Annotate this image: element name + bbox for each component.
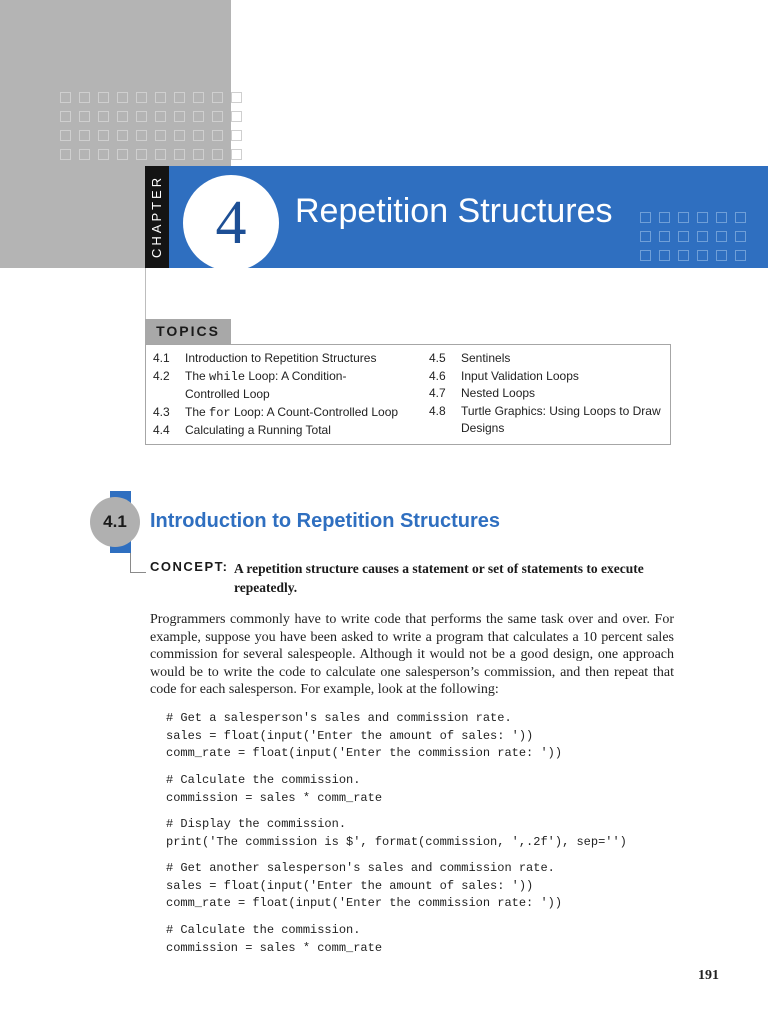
- decorative-square: [640, 212, 651, 223]
- decorative-square: [98, 111, 109, 122]
- topic-item: [429, 368, 669, 386]
- topic-text: Nested Loops: [461, 386, 536, 400]
- decorative-square: [136, 92, 147, 103]
- decorative-square: [716, 231, 727, 242]
- decorative-square: [716, 250, 727, 261]
- concept-label: CONCEPT:: [150, 559, 229, 574]
- topic-text: Introduction to Repetition Structures: [185, 351, 377, 365]
- decorative-square: [193, 111, 204, 122]
- decorative-square: [735, 212, 746, 223]
- decorative-square: [155, 111, 166, 122]
- topic-text: Sentinels: [461, 351, 511, 365]
- decorative-square: [155, 92, 166, 103]
- decorative-square: [735, 250, 746, 261]
- code-line: print('The commission is $', format(commission, ',.2f'), sep=''): [166, 834, 627, 849]
- decorative-square: [231, 111, 242, 122]
- code-line: # Calculate the commission.: [166, 773, 361, 787]
- code-line: # Display the commission.: [166, 817, 347, 831]
- decorative-grid-right: [640, 212, 746, 261]
- decorative-square: [174, 92, 185, 103]
- topic-text: Input Validation Loops: [461, 368, 579, 383]
- decorative-square: [155, 149, 166, 160]
- topic-text: Turtle Graphics: Using Loops to Draw Designs: [461, 403, 661, 435]
- code-line: sales = float(input('Enter the amount of sales: ')): [166, 728, 534, 743]
- topics-left-column: [153, 350, 413, 440]
- topics-right-column: [429, 350, 669, 438]
- decorative-square: [79, 92, 90, 103]
- decorative-square: [155, 130, 166, 141]
- decorative-square: [174, 149, 185, 160]
- topics-box: [145, 344, 671, 445]
- decorative-square: [735, 231, 746, 242]
- code-line: commission = sales * comm_rate: [166, 790, 383, 805]
- decorative-square: [117, 111, 128, 122]
- decorative-square: [212, 130, 223, 141]
- decorative-square: [117, 149, 128, 160]
- decorative-square: [98, 149, 109, 160]
- decorative-square: [697, 212, 708, 223]
- topic-number: 4.2: [153, 368, 170, 383]
- decorative-square: [212, 149, 223, 160]
- section-title: Introduction to Repetition Structures: [150, 510, 500, 532]
- decorative-square: [678, 250, 689, 261]
- decorative-square: [60, 92, 71, 103]
- chapter-title: Repetition Structures: [295, 192, 613, 230]
- decorative-square: [79, 149, 90, 160]
- decorative-square: [212, 92, 223, 103]
- concept-text: A repetition structure causes a statement or set of statements to execute repeatedly.: [234, 561, 644, 595]
- decorative-square: [79, 130, 90, 141]
- decorative-square: [231, 92, 242, 103]
- decorative-square: [678, 212, 689, 223]
- code-block: [166, 860, 562, 913]
- code-line: # Get a salesperson's sales and commission rate.: [166, 711, 512, 725]
- code-line: # Get another salesperson's sales and commission rate.: [166, 861, 555, 875]
- code-line: commission = sales * comm_rate: [166, 940, 383, 955]
- decorative-square: [136, 130, 147, 141]
- topic-text: The while Loop: A Condition- Controlled Loop: [185, 368, 347, 401]
- topic-item: [153, 368, 413, 404]
- topic-item: [429, 385, 669, 403]
- decorative-square: [98, 92, 109, 103]
- topic-text: The for Loop: A Count-Controlled Loop: [185, 404, 399, 420]
- decorative-square: [136, 111, 147, 122]
- topic-number: 4.5: [429, 351, 446, 365]
- topic-number: 4.8: [429, 403, 446, 418]
- decorative-square: [79, 111, 90, 122]
- topic-number: 4.7: [429, 386, 446, 400]
- decorative-square: [640, 250, 651, 261]
- decorative-square: [212, 111, 223, 122]
- decorative-square: [659, 231, 670, 242]
- decorative-square: [678, 231, 689, 242]
- code-line: comm_rate = float(input('Enter the commission rate: ')): [166, 746, 563, 761]
- chapter-number: 4: [183, 175, 279, 271]
- topic-item: [153, 350, 413, 368]
- code-block: [166, 816, 627, 851]
- topic-item: [429, 350, 669, 368]
- chapter-label: CHAPTER: [149, 174, 164, 258]
- decorative-square: [716, 212, 727, 223]
- topic-text: Calculating a Running Total: [185, 423, 331, 437]
- decorative-square: [174, 111, 185, 122]
- decorative-grid-top: [60, 92, 242, 160]
- decorative-square: [117, 130, 128, 141]
- page-number: 191: [698, 968, 719, 983]
- decorative-square: [60, 111, 71, 122]
- code-block: [166, 922, 382, 957]
- code-block: [166, 772, 382, 807]
- code-line: comm_rate = float(input('Enter the commission rate: ')): [166, 896, 563, 911]
- decorative-square: [640, 231, 651, 242]
- decorative-square: [193, 130, 204, 141]
- decorative-square: [659, 250, 670, 261]
- section-bracket-line: [130, 553, 146, 573]
- decorative-square: [136, 149, 147, 160]
- decorative-square: [174, 130, 185, 141]
- decorative-square: [697, 250, 708, 261]
- decorative-square: [60, 149, 71, 160]
- decorative-square: [231, 130, 242, 141]
- topic-item: [153, 422, 413, 440]
- topic-number: 4.3: [153, 404, 170, 419]
- topic-item: [153, 404, 413, 423]
- decorative-square: [659, 212, 670, 223]
- topics-heading: TOPICS: [145, 319, 231, 344]
- code-line: sales = float(input('Enter the amount of sales: ')): [166, 878, 534, 893]
- topic-number: 4.4: [153, 423, 170, 437]
- decorative-square: [193, 92, 204, 103]
- decorative-square: [193, 149, 204, 160]
- section-number: 4.1: [90, 497, 140, 547]
- body-paragraph: Programmers commonly have to write code that performs the same task over and over. For example, suppose you have been asked to write a program that calculates a 10 percent sales commission for several salespeople. Although it would not be a good design, one approach would be to write the code to calculate one salesperson’s commission, and then repeat that code for each salesperson. For example, look at the following:: [150, 612, 674, 697]
- decorative-square: [697, 231, 708, 242]
- code-line: # Calculate the commission.: [166, 923, 361, 937]
- topic-number: 4.6: [429, 368, 446, 383]
- code-block: [166, 710, 562, 763]
- decorative-square: [98, 130, 109, 141]
- decorative-square: [231, 149, 242, 160]
- decorative-square: [60, 130, 71, 141]
- topic-number: 4.1: [153, 351, 170, 365]
- topic-item: [429, 403, 669, 438]
- decorative-square: [117, 92, 128, 103]
